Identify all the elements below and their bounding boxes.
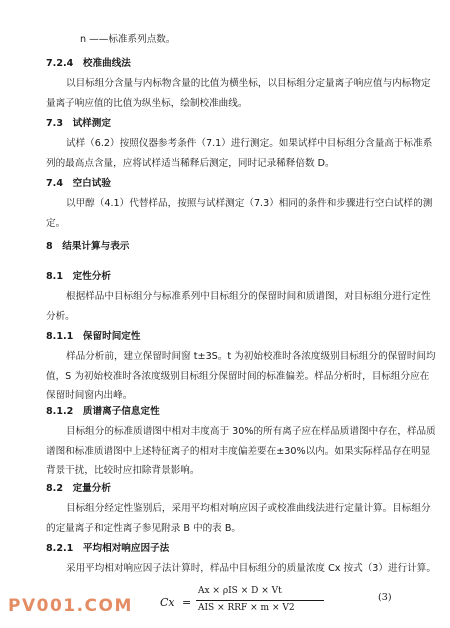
- top-line: n ——标准系列点数。: [80, 34, 176, 45]
- heading-8-2: 8.2 定量分析: [46, 483, 111, 494]
- heading-7-4: 7.4 空白试验: [46, 178, 111, 189]
- paragraph-8-1: [46, 287, 431, 326]
- text-line: 目标组分的标准质谱图中相对丰度高于 30%的所有离子应在样品质谱图中存在，样品质: [66, 426, 436, 437]
- heading-8-2-1: 8.2.1 平均相对响应因子法: [46, 543, 170, 554]
- paragraph-8-2-1: [46, 559, 436, 579]
- text-line: 的定量离子和定性离子参见附录 B 中的表 B。: [46, 522, 241, 534]
- paragraph-7-2-4: [46, 74, 431, 113]
- equation-number: (3): [378, 592, 392, 603]
- formula-3: [160, 584, 370, 624]
- text-line: 谱图和标准质谱图中上述特征离子的相对丰度偏差要在±30%以内。如果实际样品存在明显: [46, 445, 431, 457]
- text-line: 以目标组分含量与内标物含量的比值为横坐标，以目标组分定量离子响应值与内标物定: [66, 78, 431, 89]
- text-line: 样品分析前，建立保留时间窗 t±3S。t 为初始校准时各浓度级别目标组分的保留时间均: [66, 351, 436, 362]
- text-line: 背景干扰，比较时应扣除背景影响。: [46, 465, 200, 476]
- heading-8: 8 结果计算与表示: [46, 241, 130, 252]
- text-line: 值，S 为初始校准时各浓度级别目标组分保留时间的标准偏差。样品分析时，目标组分应在: [46, 370, 430, 382]
- paragraph-8-1-2: [46, 422, 436, 481]
- formula-denominator: AIS × RRF × m × V2: [198, 603, 295, 613]
- text-line: 以甲醇（4.1）代替样品，按照与试样测定（7.3）相同的条件和步骤进行空白试样的测: [66, 198, 433, 209]
- text-line: 分析。: [46, 310, 75, 322]
- formula-numerator: Ax × ρIS × D × Vt: [198, 586, 282, 596]
- paragraph-8-2: [46, 499, 431, 538]
- heading-8-1: 8.1 定性分析: [46, 271, 111, 282]
- fraction-bar: [196, 600, 324, 601]
- text-line: 目标组分经定性鉴别后，采用平均相对响应因子或校准曲线法进行定量计算。目标组分: [66, 503, 431, 514]
- heading-8-1-1: 8.1.1 保留时间定性: [46, 331, 141, 342]
- text-line: 列的最高点含量，应将试样适当稀释后测定，同时记录稀释倍数 D。: [46, 157, 335, 169]
- text-line: 试样（6.2）按照仪器参考条件（7.1）进行测定。如果试样中目标组分含量高于标准系: [66, 138, 433, 149]
- paragraph-7-3: [46, 134, 433, 173]
- heading-8-1-2: 8.1.2 质谱离子信息定性: [46, 406, 160, 417]
- text-line: 保留时间窗内出峰。: [46, 390, 133, 401]
- formula-lhs: Cx: [160, 596, 175, 609]
- watermark: PV001.COM: [8, 596, 133, 616]
- text-line: 量离子响应值的比值为纵坐标，绘制校准曲线。: [46, 97, 248, 109]
- heading-7-2-4: 7.2.4 校准曲线法: [46, 58, 131, 69]
- text-line: 根据样品中目标组分与标准系列中目标组分的保留时间和质谱图，对目标组分进行定性: [66, 291, 431, 302]
- text-line: 采用平均相对响应因子法计算时，样品中目标组分的质量浓度 Cx 按式（3）进行计算。: [66, 563, 436, 574]
- heading-7-3: 7.3 试样测定: [46, 118, 111, 129]
- paragraph-7-4: [46, 194, 433, 233]
- formula-equals: =: [182, 596, 192, 609]
- text-line: 定。: [46, 217, 66, 229]
- paragraph-8-1-1: [46, 347, 436, 406]
